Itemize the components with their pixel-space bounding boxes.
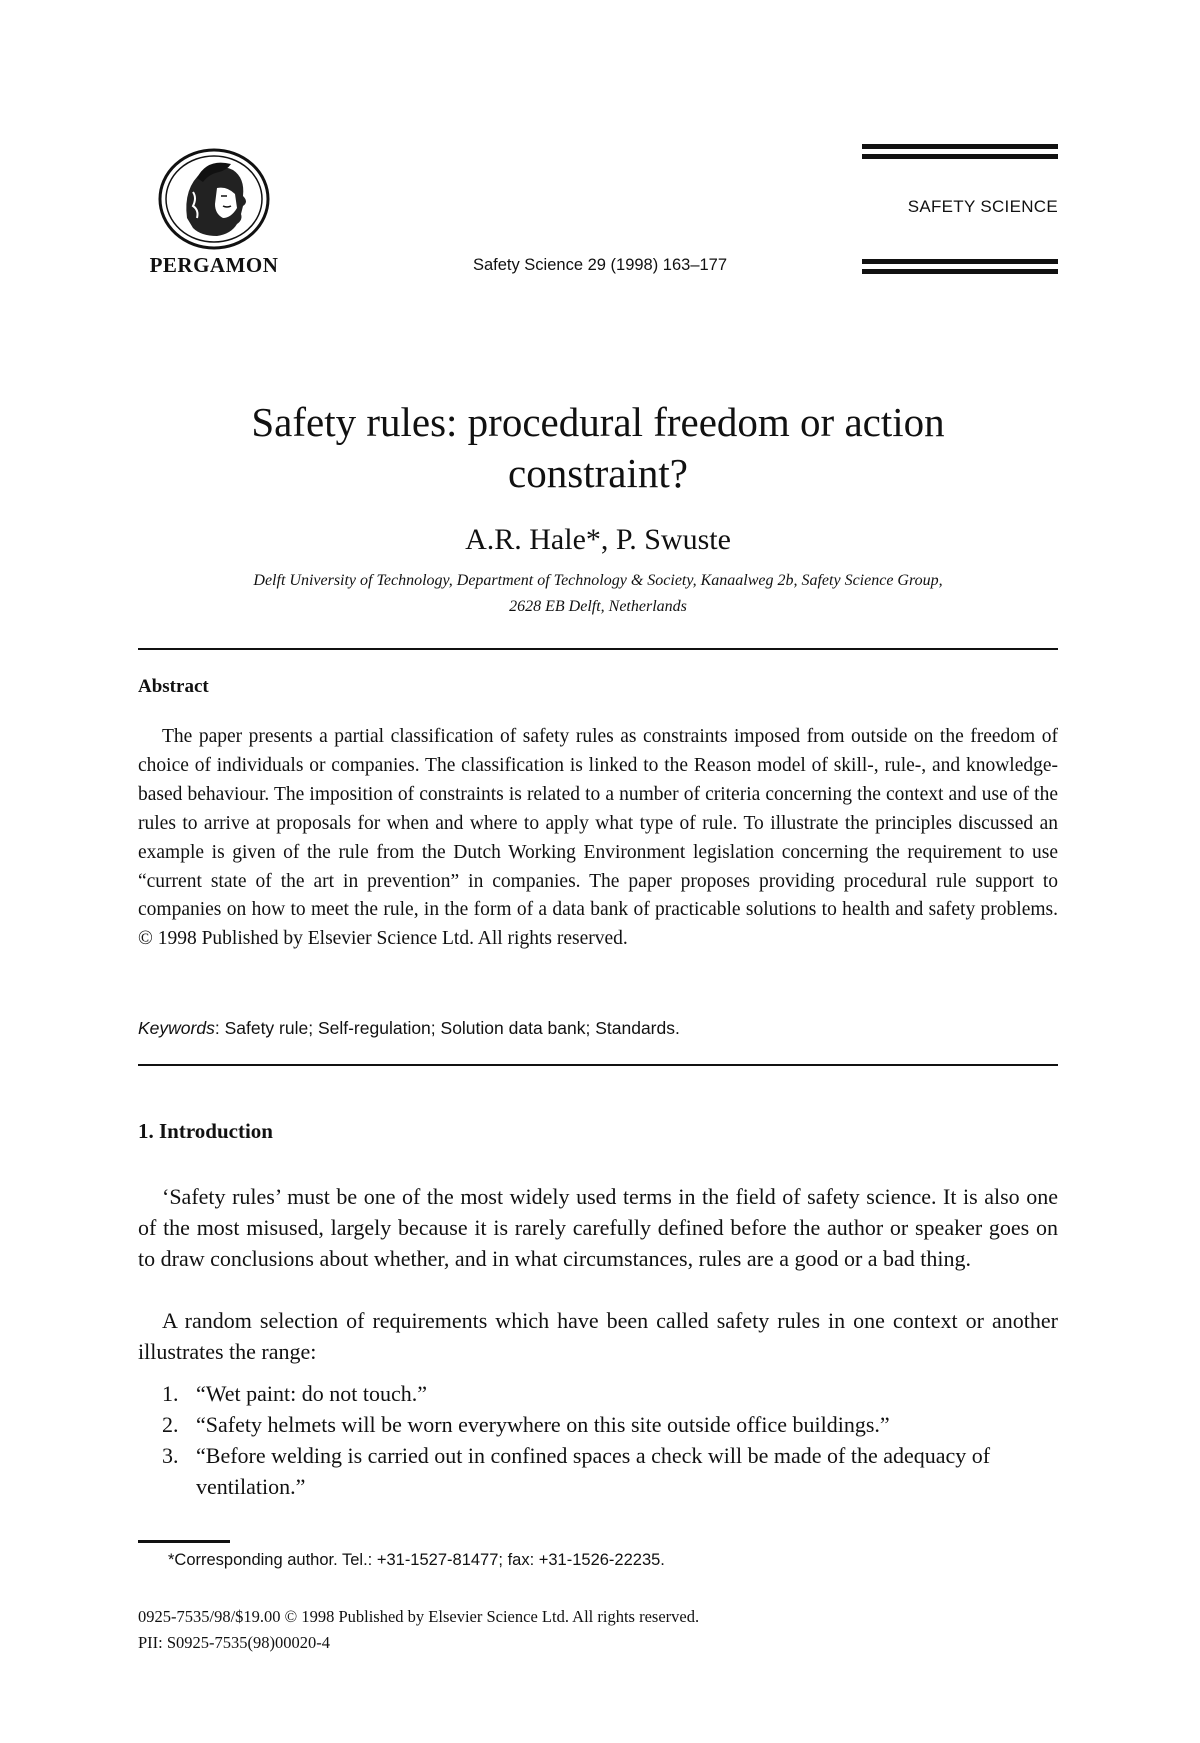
intro-paragraph-1: ‘Safety rules’ must be one of the most widely used terms in the field of safety science. It is also one of the most misused, largely because it is rarely carefully defined before the author or speaker goes on to draw conclusions about whether, and in what circumstances, rules are a good or a bad thing. — [138, 1184, 1058, 1271]
journal-bar-top-2 — [862, 154, 1058, 159]
examples-list — [138, 1378, 1058, 1502]
affiliation-line-1: Delft University of Technology, Department of Technology & Society, Kanaalweg 2b, Safety Science Group, — [253, 572, 943, 589]
pergamon-logo — [157, 148, 272, 250]
affiliation — [130, 568, 1066, 620]
intro-paragraph-2: A random selection of requirements which have been called safety rules in one context or another illustrates the range: — [138, 1308, 1058, 1364]
list-item — [138, 1409, 1058, 1440]
journal-bar-top — [862, 144, 1058, 149]
article-title — [138, 397, 1058, 499]
keywords-list: : Safety rule; Self-regulation; Solution data bank; Standards. — [214, 1018, 680, 1038]
list-item — [138, 1378, 1058, 1409]
list-item — [138, 1440, 1058, 1502]
authors: A.R. Hale*, P. Swuste — [465, 523, 731, 556]
divider-top — [138, 648, 1058, 650]
affiliation-line-2: 2628 EB Delft, Netherlands — [509, 598, 687, 615]
keywords-label: Keywords — [138, 1018, 215, 1038]
publisher-name: PERGAMON — [149, 253, 279, 277]
copyright-block — [138, 1604, 1038, 1656]
journal-bar-bottom — [862, 259, 1058, 264]
divider-bottom — [138, 1064, 1058, 1066]
journal-bar-bottom-2 — [862, 269, 1058, 274]
title-line-2: constraint? — [508, 450, 688, 496]
footnote-rule — [138, 1540, 230, 1543]
copyright-line-1: 0925-7535/98/$19.00 © 1998 Published by Elsevier Science Ltd. All rights reserved. — [138, 1607, 700, 1626]
section-heading-introduction: 1. Introduction — [138, 1119, 273, 1143]
list-item-number: 3. — [162, 1443, 179, 1468]
title-line-1: Safety rules: procedural freedom or action — [251, 399, 945, 445]
footnote-corresponding-author: *Corresponding author. Tel.: +31-1527-81477; fax: +31-1526-22235. — [168, 1551, 665, 1569]
list-item-text: “Wet paint: do not touch.” — [196, 1381, 427, 1406]
keywords — [138, 1018, 1058, 1039]
abstract-body: The paper presents a partial classification of safety rules as constraints imposed from outside on the freedom of choice of individuals or companies. The classification is linked to the Reason model of skill-, rule-, and knowledge-based behaviour. The imposition of constraints is related to a number of criteria concerning the context and use of the rules to arrive at proposals for when and where to apply what type of rule. To illustrate the principles discussed an example is given of the rule from the Dutch Working Environment legislation concerning the requirement to use “current state of the art in prevention” in companies. The paper proposes providing procedural rule support to companies on how to meet the rule, in the form of a data bank of practicable solutions to health and safety problems. © 1998 Published by Elsevier Science Ltd. All rights reserved. — [138, 726, 1058, 950]
list-item-number: 2. — [162, 1412, 179, 1437]
list-item-number: 1. — [162, 1381, 179, 1406]
list-item-text: “Before welding is carried out in confined spaces a check will be made of the adequacy of ventilation.” — [196, 1443, 991, 1499]
list-item-text: “Safety helmets will be worn everywhere on this site outside office buildings.” — [196, 1412, 890, 1437]
abstract-heading: Abstract — [138, 676, 209, 697]
journal-reference: Safety Science 29 (1998) 163–177 — [472, 256, 728, 274]
pii-line: PII: S0925-7535(98)00020-4 — [138, 1633, 331, 1652]
journal-name: SAFETY SCIENCE — [907, 197, 1058, 216]
